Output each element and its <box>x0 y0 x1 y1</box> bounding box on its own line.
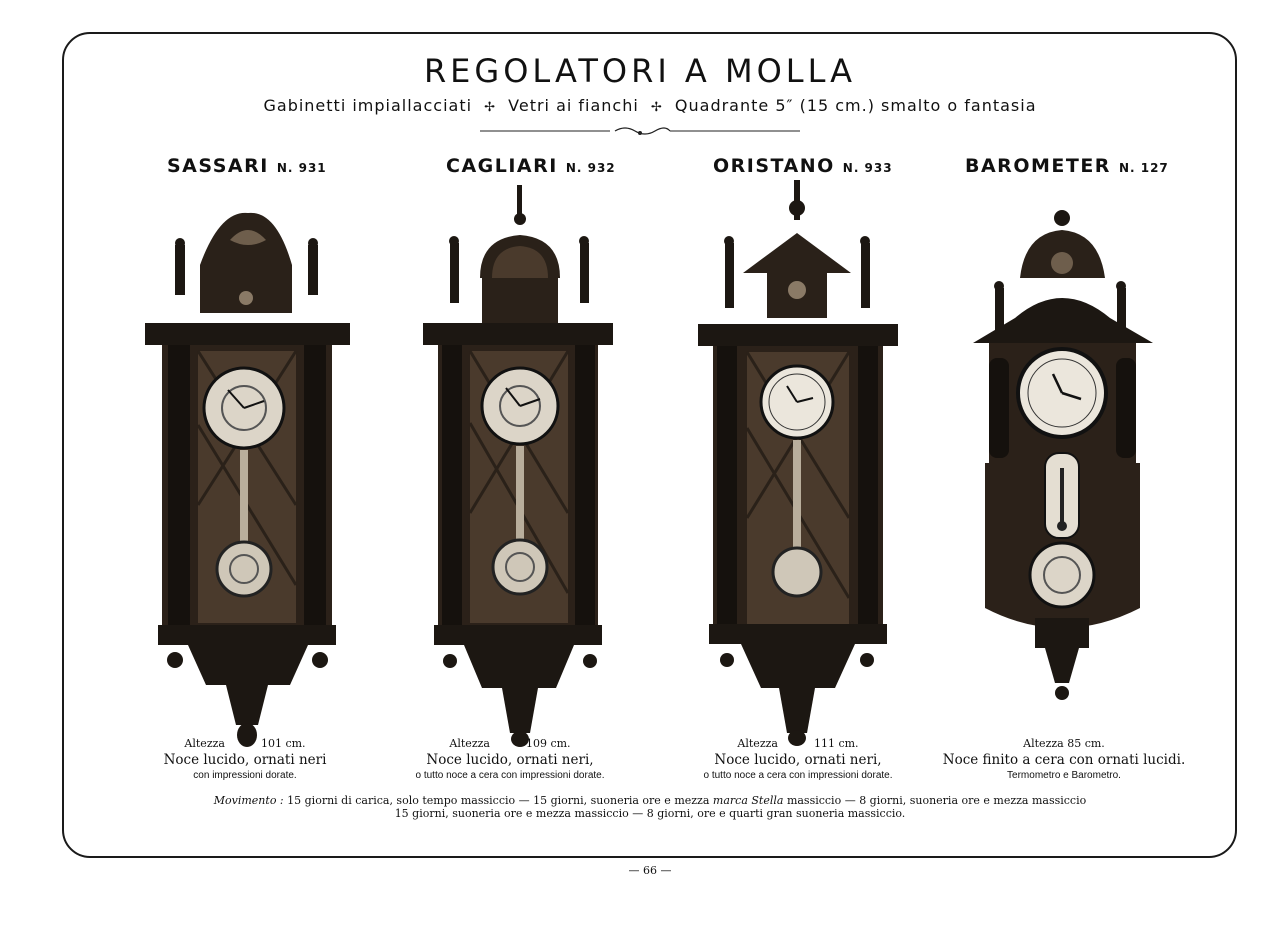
finish-note: o tutto noce a cera con impressioni dorate. <box>415 770 605 781</box>
subtitle-part-2: Vetri ai fianchi <box>508 96 639 115</box>
material-text: Noce lucido, ornati neri <box>163 752 327 768</box>
movement-text-b: massiccio — 8 giorni, suoneria ore e mezza massiccio <box>786 794 1087 807</box>
cagliari-clock-illustration <box>420 183 615 748</box>
subtitle-part-3: Quadrante 5″ (15 cm.) smalto o fantasia <box>674 96 1037 115</box>
height-value: 109 cm. <box>525 737 571 750</box>
caption-sassari <box>115 737 375 781</box>
material-text: Noce lucido, ornati neri, <box>426 752 594 768</box>
caption-cagliari <box>380 737 640 781</box>
height-label: Altezza <box>184 737 225 750</box>
page-title: REGOLATORI A MOLLA <box>423 52 857 90</box>
finish-note: o tutto noce a cera con impressioni dorate. <box>703 770 893 781</box>
height-line <box>115 737 375 750</box>
caption-barometer <box>934 737 1194 781</box>
barometer-clock-illustration <box>965 208 1160 703</box>
model-heading-cagliari <box>446 155 616 177</box>
movement-notes <box>0 794 1280 820</box>
height-value: 101 cm. <box>260 737 306 750</box>
separator-ornament-icon: ✢ <box>650 100 663 115</box>
subtitle-part-1: Gabinetti impiallacciati <box>263 96 473 115</box>
page-subtitle <box>0 96 1280 115</box>
movement-text-a: 15 giorni di carica, solo tempo massiccio — 15 giorni, suoneria ore e mezza <box>287 794 710 807</box>
separator-ornament-icon: ✢ <box>484 100 497 115</box>
material-text: Noce finito a cera con ornati lucidi. <box>942 752 1186 768</box>
model-number: N. 127 <box>1118 161 1169 175</box>
model-name: CAGLIARI <box>446 155 558 177</box>
model-name: BAROMETER <box>965 155 1111 177</box>
height-line <box>380 737 640 750</box>
model-heading-barometer <box>965 155 1169 177</box>
model-number: N. 932 <box>565 161 616 175</box>
model-number: N. 933 <box>842 161 893 175</box>
height-line <box>934 737 1194 750</box>
movement-label: Movimento : <box>213 794 284 807</box>
title-ornament-icon <box>480 126 800 136</box>
material-text: Noce lucido, ornati neri, <box>714 752 882 768</box>
model-heading-oristano <box>713 155 893 177</box>
movement-line-2: 15 giorni, suoneria ore e mezza massiccio — 8 giorni, ore e quarti gran suoneria massiccio. <box>394 807 906 820</box>
movement-line-1 <box>0 794 1280 807</box>
height-value: 111 cm. <box>813 737 859 750</box>
model-heading-sassari <box>167 155 327 177</box>
finish-note: Termometro e Barometro. <box>1007 770 1121 781</box>
model-name: SASSARI <box>167 155 269 177</box>
height-label: Altezza <box>1023 737 1064 750</box>
finish-note: con impressioni dorate. <box>193 770 297 781</box>
page-number: — 66 — <box>628 864 672 877</box>
height-label: Altezza <box>737 737 778 750</box>
height-line <box>668 737 928 750</box>
model-number: N. 931 <box>276 161 327 175</box>
caption-oristano <box>668 737 928 781</box>
model-name: ORISTANO <box>713 155 835 177</box>
movement-brand: marca Stella <box>712 794 784 807</box>
height-label: Altezza <box>449 737 490 750</box>
sassari-clock-illustration <box>140 205 355 750</box>
height-value: 85 cm. <box>1067 737 1105 750</box>
oristano-clock-illustration <box>695 178 900 748</box>
